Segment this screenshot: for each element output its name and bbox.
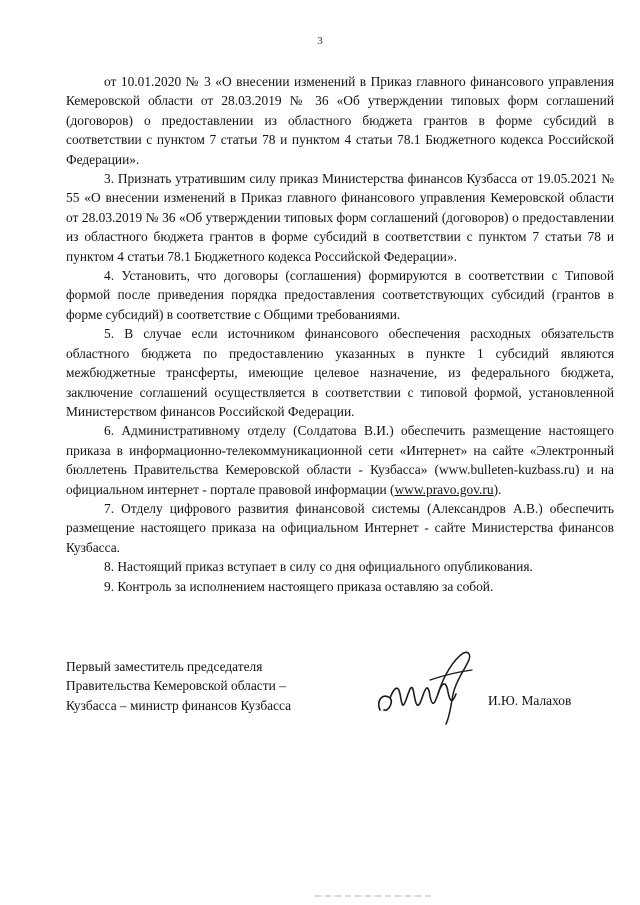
paragraph-3: 3. Признать утратившим силу приказ Министерства финансов Кузбасса от 19.05.2021 № 55 «О внесении изменений в Приказ главного финансового управления Кемеровской области от 28.03.2019 № 36 «Об утверждении типовых форм соглашений (договоров) о предоставлении из областного бюджета грантов в форме субсидий в соответствии с пунктом 7 статьи 78 и пунктом 4 статьи 78.1 Бюджетного кодекса Российской Федерации». <box>66 171 614 264</box>
paragraph-continuation: от 10.01.2020 № 3 «О внесении изменений в Приказ главного финансового управления Кемеровской области от 28.03.2019 № 36 «Об утверждении типовых форм соглашений (договоров) о предоставлении из областного бюджета грантов в форме субсидий в соответствии с пунктом 7 статьи 78 и пунктом 4 статьи 78.1 Бюджетного кодекса Российской Федерации». <box>66 74 614 167</box>
paragraph-5: 5. В случае если источником финансового обеспечения расходных обязательств областного бюджета по предоставлению указанных в пункте 1 субсидий являются межбюджетные трансферты, имеющие целевое назначение, из федерального бюджета, заключение соглашений осуществляется в соответствии с типовой формой, установленной Министерством финансов Российской Федерации. <box>66 326 614 419</box>
handwritten-signature <box>372 640 482 730</box>
signer-name: И.Ю. Малахов <box>488 693 572 708</box>
paragraph-9: 9. Контроль за исполнением настоящего приказа оставляю за собой. <box>104 578 494 594</box>
page-number: 3 <box>317 35 323 47</box>
paragraph-6-text: 6. Административному отделу (Солдатова В.И.) обеспечить размещение настоящего приказа в информационно-телекоммуникационной сети «Интернет» на сайте «Электронный бюллетень Правительства Кемеровской области - Кузбасса» (www.bulleten-kuzbass.ru) и на официальном интернет - портале правовой информации ( <box>66 423 614 497</box>
pravo-gov-link[interactable]: www.pravo.gov.ru <box>394 481 494 497</box>
document-body <box>66 72 614 596</box>
paragraph-6-end: ). <box>493 481 502 497</box>
faint-footer-mark <box>315 893 435 899</box>
signatory-line-2: Правительства Кемеровской области – <box>66 678 286 694</box>
paragraph-4: 4. Установить, что договоры (соглашения) формируются в соответствии с Типовой формой после приведения порядка предоставления соответствующих субсидий (грантов в форме субсидий) в соответствие с Общими требованиями. <box>66 268 614 322</box>
signatory-line-1: Первый заместитель председателя <box>66 659 263 674</box>
signatory-title <box>66 657 326 715</box>
paragraph-8: 8. Настоящий приказ вступает в силу со дня официального опубликования. <box>104 559 533 575</box>
signatory-line-3: Кузбасса – министр финансов Кузбасса <box>66 697 292 713</box>
paragraph-7: 7. Отделу цифрового развития финансовой системы (Александров А.В.) обеспечить размещение настоящего приказа на официальном Интернет - сайте Министерства финансов Кузбасса. <box>66 500 614 555</box>
paragraph-6 <box>66 421 614 499</box>
